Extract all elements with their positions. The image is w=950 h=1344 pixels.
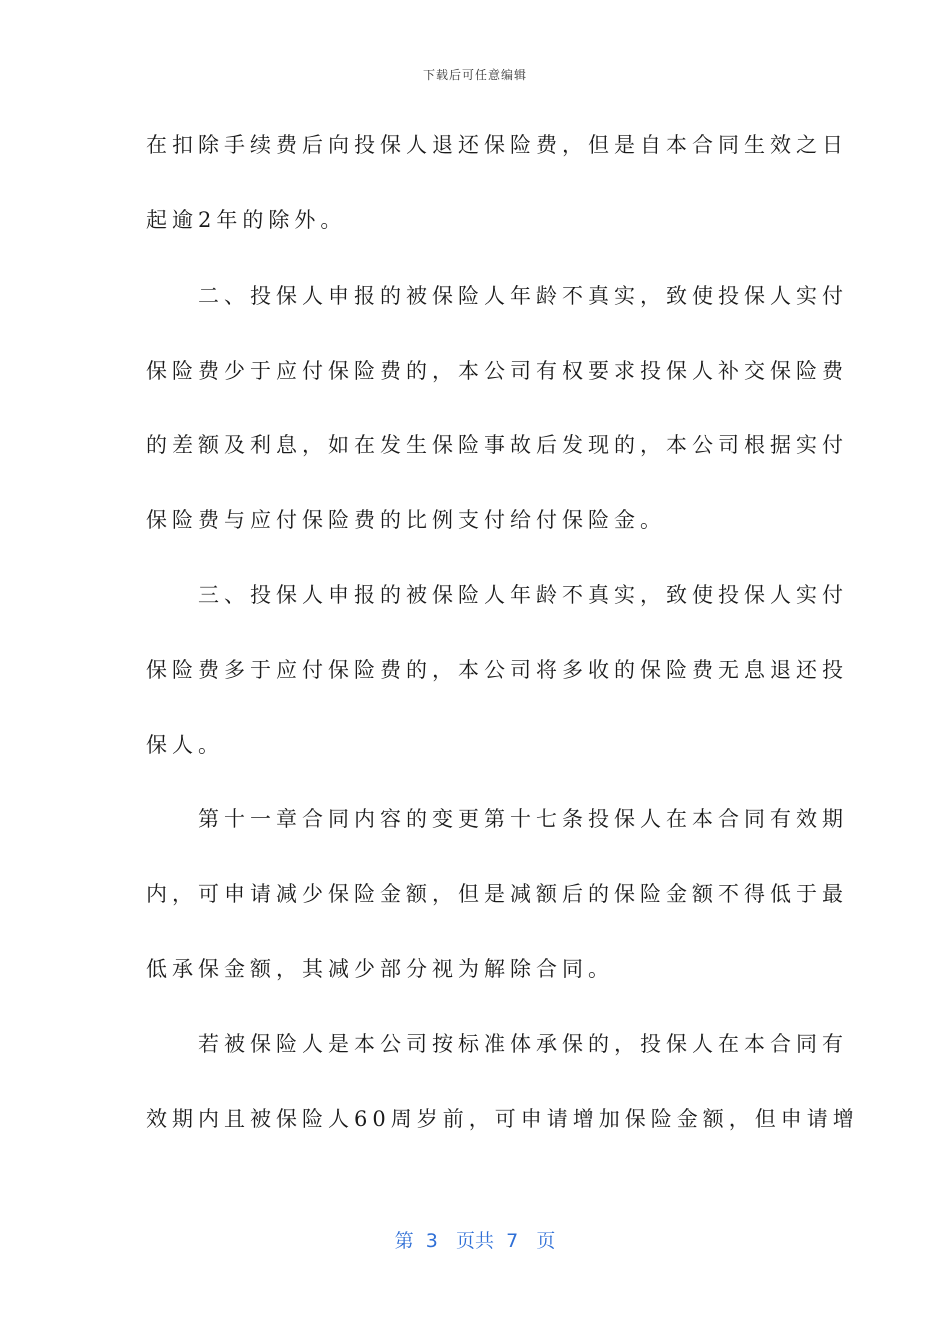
text-line: 若被保险人是本公司按标准体承保的，投保人在本合同有 [146, 1032, 848, 1056]
page-number-footer [0, 1226, 950, 1253]
text-line: 保险费与应付保险费的比例支付给付保险金。 [146, 508, 666, 532]
text-line: 三、投保人申报的被保险人年龄不真实，致使投保人实付 [146, 583, 848, 607]
header-note: 下载后可任意编辑 [422, 68, 527, 82]
text-line: 在扣除手续费后向投保人退还保险费，但是自本合同生效之日 [146, 133, 848, 157]
text-line: 保险费多于应付保险费的，本公司将多收的保险费无息退还投 [146, 658, 848, 682]
footer-prefix: 第 [394, 1230, 414, 1252]
text-line: 保险费少于应付保险费的，本公司有权要求投保人补交保险费 [146, 359, 848, 383]
total-pages-number: 7 [506, 1230, 519, 1252]
footer-suffix: 页 [536, 1230, 556, 1252]
text-line: 第十一章合同内容的变更第十七条投保人在本合同有效期 [146, 807, 848, 831]
footer-middle: 页共 [455, 1230, 494, 1252]
text-line: 低承保金额，其减少部分视为解除合同。 [146, 957, 614, 981]
text-line: 效期内且被保险人60周岁前，可申请增加保险金额，但申请增 [146, 1107, 859, 1131]
text-line: 起逾2年的除外。 [146, 208, 347, 232]
text-line: 的差额及利息，如在发生保险事故后发现的，本公司根据实付 [146, 433, 848, 457]
text-line: 二、投保人申报的被保险人年龄不真实，致使投保人实付 [146, 284, 848, 308]
current-page-number: 3 [425, 1230, 438, 1252]
text-line: 内，可申请减少保险金额，但是减额后的保险金额不得低于最 [146, 882, 848, 906]
text-line: 保人。 [146, 733, 224, 757]
